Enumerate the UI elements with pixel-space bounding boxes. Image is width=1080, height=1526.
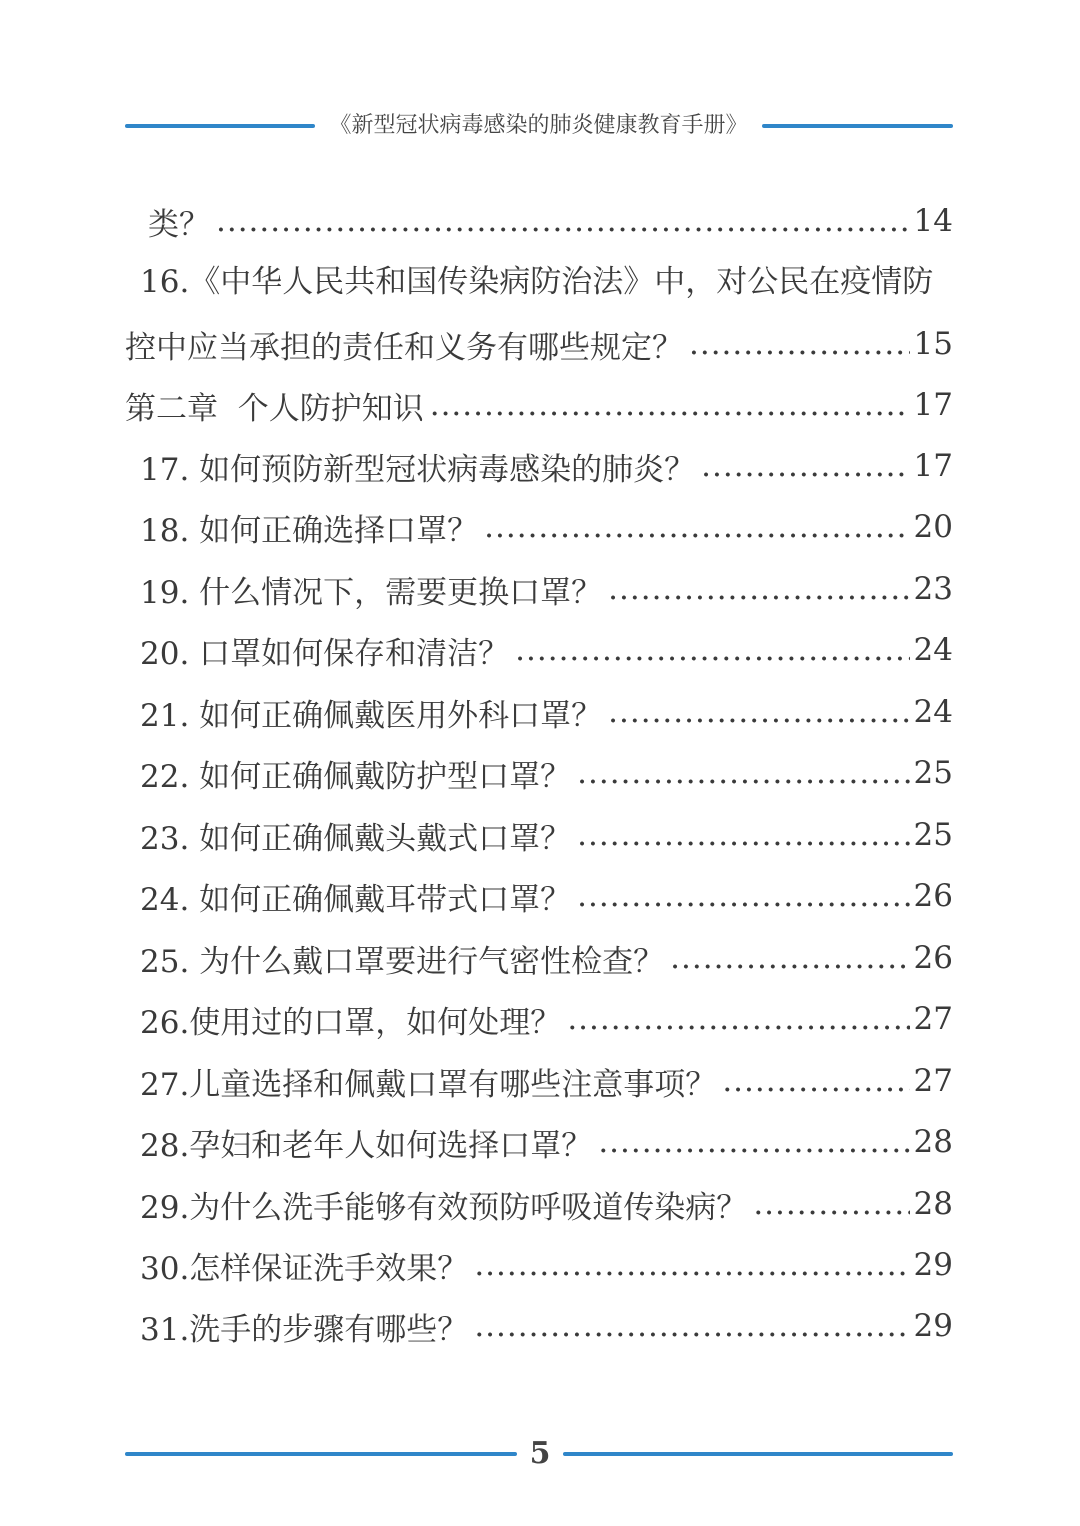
toc-entry-title: 30.怎样保证洗手效果？ — [140, 1250, 469, 1287]
toc-entry-page: 14 — [913, 203, 953, 239]
toc-entry-title: 类？ — [148, 206, 210, 243]
toc-leader-dots — [701, 448, 909, 484]
toc-leader-dots — [689, 326, 910, 362]
toc-entry[interactable] — [140, 1295, 953, 1357]
toc-leader-dots — [608, 694, 909, 730]
toc-entry-page: 28 — [913, 1124, 953, 1160]
toc-entry[interactable] — [140, 988, 953, 1050]
toc-entry-title: 16.《中华人民共和国传染病防治法》中，对公民在疫情防 — [140, 264, 934, 300]
toc-leader-dots — [577, 755, 909, 791]
toc-entry[interactable] — [140, 619, 953, 681]
toc-entry-page: 27 — [913, 1063, 953, 1099]
header-title: 《新型冠状病毒感染的肺炎健康教育手册》 — [329, 113, 748, 138]
header-rule-right — [762, 124, 953, 128]
toc-entry[interactable] — [140, 435, 953, 497]
toc-leader-dots — [474, 1308, 909, 1344]
toc-entry-page: 24 — [913, 694, 953, 730]
toc-leader-dots — [577, 817, 909, 853]
toc-entry-title: 20. 口罩如何保存和清洁？ — [140, 635, 510, 672]
toc-entry-page: 26 — [913, 878, 953, 914]
toc-entry[interactable] — [140, 927, 953, 989]
toc-entry-page: 29 — [913, 1247, 953, 1283]
toc-entry-page: 17 — [913, 448, 953, 484]
footer-rule-left — [125, 1452, 517, 1456]
toc-leader-dots — [484, 509, 909, 545]
toc-entry-title: 27.儿童选择和佩戴口罩有哪些注意事项？ — [140, 1066, 717, 1103]
page-header — [0, 104, 1080, 148]
toc-entry[interactable] — [140, 496, 953, 558]
toc-leader-dots — [216, 203, 910, 239]
toc-leader-dots — [722, 1063, 909, 1099]
toc-entry-title: 26.使用过的口罩，如何处理？ — [140, 1004, 562, 1041]
toc-leader-dots — [608, 571, 909, 607]
toc-entry[interactable] — [140, 865, 953, 927]
toc-entry-title: 29.为什么洗手能够有效预防呼吸道传染病？ — [140, 1189, 748, 1226]
toc-chapter[interactable] — [125, 374, 953, 436]
toc-entry-title: 31.洗手的步骤有哪些？ — [140, 1311, 469, 1348]
toc-entry-page: 25 — [913, 755, 953, 791]
toc-entry-title: 19. 什么情况下，需要更换口罩？ — [140, 574, 603, 611]
header-rule-left — [125, 124, 315, 128]
toc-leader-dots — [474, 1247, 909, 1283]
toc-entry[interactable] — [140, 742, 953, 804]
toc-entry[interactable] — [140, 1111, 953, 1173]
toc-entry-title: 17. 如何预防新型冠状病毒感染的肺炎？ — [140, 451, 696, 488]
toc-entry-title: 23. 如何正确佩戴头戴式口罩？ — [140, 820, 572, 857]
toc-leader-dots — [753, 1186, 909, 1222]
toc-entry-title: 18. 如何正确选择口罩？ — [140, 512, 479, 549]
toc-entry[interactable] — [140, 1234, 953, 1296]
toc-entry[interactable] — [140, 1173, 953, 1235]
toc-entry-page: 15 — [913, 326, 953, 362]
toc-entry-title: 21. 如何正确佩戴医用外科口罩？ — [140, 697, 603, 734]
toc-entry-page: 27 — [913, 1001, 953, 1037]
page-number: 5 — [529, 1436, 551, 1471]
toc-entry-title: 25. 为什么戴口罩要进行气密性检查？ — [140, 943, 665, 980]
toc-entry-title: 24. 如何正确佩戴耳带式口罩？ — [140, 881, 572, 918]
toc-entry-page: 28 — [913, 1186, 953, 1222]
toc-entry[interactable] — [140, 251, 933, 313]
toc-entry-page: 25 — [913, 817, 953, 853]
toc-entry-page: 24 — [913, 632, 953, 668]
toc-entry[interactable] — [140, 1050, 953, 1112]
toc-entry-page: 29 — [913, 1308, 953, 1344]
toc-entry-title: 控中应当承担的责任和义务有哪些规定？ — [125, 329, 683, 366]
toc-entry-title: 22. 如何正确佩戴防护型口罩？ — [140, 758, 572, 795]
toc-entry-title: 28.孕妇和老年人如何选择口罩？ — [140, 1127, 593, 1164]
toc-leader-dots — [577, 878, 909, 914]
toc-leader-dots — [670, 940, 909, 976]
toc-leader-dots — [598, 1124, 909, 1160]
toc-leader-dots — [567, 1001, 909, 1037]
toc-entry-page: 20 — [913, 509, 953, 545]
toc-entry[interactable] — [140, 681, 953, 743]
toc-entry-page: 23 — [913, 571, 953, 607]
toc-entry[interactable] — [125, 313, 953, 375]
toc-entry[interactable] — [140, 558, 953, 620]
footer-rule-right — [563, 1452, 953, 1456]
toc-leader-dots — [515, 632, 909, 668]
toc-entry[interactable] — [140, 804, 953, 866]
toc-leader-dots — [430, 387, 910, 423]
toc-entry-page: 17 — [913, 387, 953, 423]
toc-entry-page: 26 — [913, 940, 953, 976]
toc-chapter-title: 第二章 个人防护知识 — [125, 390, 424, 427]
toc-entry[interactable] — [148, 190, 953, 252]
